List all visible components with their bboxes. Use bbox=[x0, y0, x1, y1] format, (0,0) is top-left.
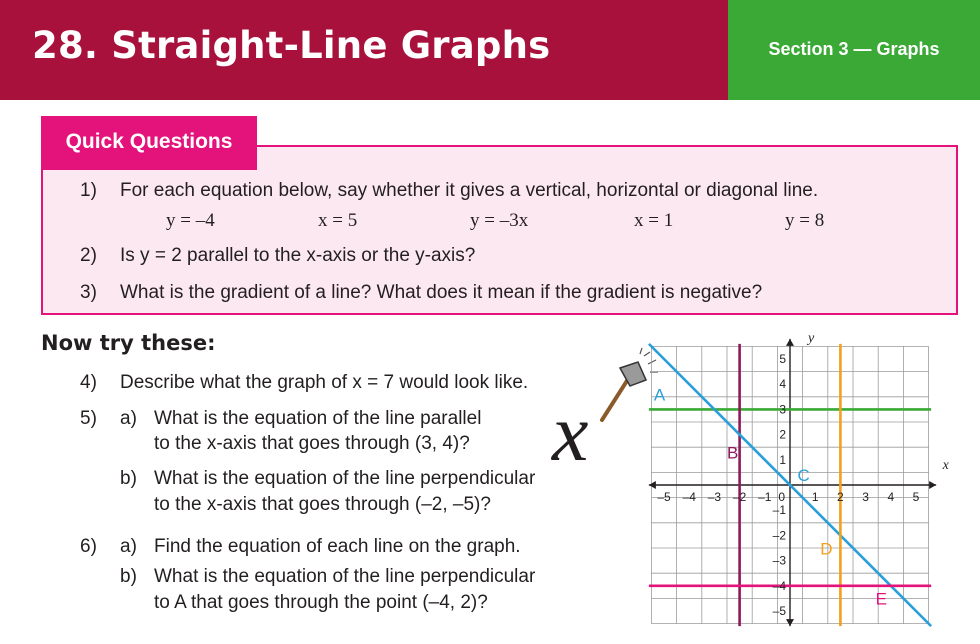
y-tick-label: –3 bbox=[772, 553, 786, 568]
subquestion-label: a) bbox=[120, 536, 137, 557]
y-axis-label: y bbox=[808, 330, 815, 346]
x-axis-arrow bbox=[649, 481, 656, 489]
y-tick-label: 2 bbox=[779, 427, 786, 442]
question-text: What is the gradient of a line? What does it mean if the gradient is negative? bbox=[120, 282, 763, 303]
x-tick-label: 1 bbox=[811, 490, 819, 504]
line-label-a: A bbox=[653, 385, 666, 405]
section-label: Section 3 — Graphs bbox=[768, 39, 940, 59]
x-tick-label: 5 bbox=[912, 490, 920, 504]
equation: y = –3x bbox=[470, 210, 529, 231]
question-text: What is the equation of the line parallel bbox=[154, 408, 482, 429]
line-label-e: E bbox=[875, 589, 888, 609]
header-banner bbox=[0, 0, 728, 100]
y-axis-arrow bbox=[786, 619, 794, 626]
quick-questions-label: Quick Questions bbox=[65, 130, 233, 153]
equation: y = 8 bbox=[785, 210, 825, 231]
quick-questions-tab bbox=[41, 116, 257, 170]
x-tick-label: 4 bbox=[887, 490, 895, 504]
x-tick-label: –3 bbox=[707, 490, 722, 504]
page-title: 28. Straight-Line Graphs bbox=[32, 24, 551, 67]
x-tick-label: –2 bbox=[732, 490, 747, 504]
question-text: Find the equation of each line on the graph. bbox=[154, 536, 521, 557]
equation: x = 1 bbox=[634, 210, 674, 231]
subquestion-label: b) bbox=[120, 566, 137, 587]
y-axis-arrow bbox=[786, 339, 794, 346]
mascot-letter: x bbox=[552, 387, 589, 478]
question-text: What is the equation of the line perpendicular bbox=[154, 468, 536, 489]
line-label-d: D bbox=[820, 539, 833, 559]
question-text: What is the equation of the line perpendicular bbox=[154, 566, 536, 587]
question-text: Describe what the graph of x = 7 would look like. bbox=[120, 372, 529, 393]
x-tick-label: –5 bbox=[657, 490, 671, 504]
x-tick-label: –1 bbox=[758, 490, 772, 504]
question-text: For each equation below, say whether it gives a vertical, horizontal or diagonal line. bbox=[120, 180, 819, 201]
line-label-c: C bbox=[797, 466, 810, 486]
question-number: 1) bbox=[80, 180, 97, 201]
x-tick-label: –4 bbox=[682, 490, 696, 504]
question-number: 2) bbox=[80, 245, 97, 266]
coordinate-graph bbox=[648, 332, 948, 622]
question-number: 4) bbox=[80, 372, 97, 393]
line-label-b: B bbox=[727, 443, 739, 463]
y-tick-label: 4 bbox=[779, 377, 786, 392]
x-tick-label: 2 bbox=[837, 490, 844, 504]
subquestion-label: a) bbox=[120, 408, 137, 429]
y-tick-label: –2 bbox=[772, 528, 786, 543]
x-tick-label: 0 bbox=[778, 490, 785, 504]
question-text: to A that goes through the point (–4, 2)? bbox=[154, 592, 488, 613]
y-tick-label: –5 bbox=[772, 604, 786, 618]
y-tick-label: –4 bbox=[772, 578, 786, 593]
x-axis-label: x bbox=[942, 458, 949, 473]
question-number: 5) bbox=[80, 408, 97, 429]
question-text: to the x-axis that goes through (3, 4)? bbox=[154, 433, 470, 454]
equation: y = –4 bbox=[166, 210, 215, 231]
section-banner bbox=[728, 0, 980, 100]
now-try-heading: Now try these: bbox=[41, 331, 216, 355]
subquestion-label: b) bbox=[120, 468, 137, 489]
question-text: to the x-axis that goes through (–2, –5)? bbox=[154, 494, 491, 515]
equation: x = 5 bbox=[318, 210, 358, 231]
x-tick-label: 3 bbox=[862, 490, 869, 504]
y-tick-label: 3 bbox=[779, 402, 786, 417]
x-axis-arrow bbox=[929, 481, 936, 489]
question-number: 6) bbox=[80, 536, 97, 557]
question-text: Is y = 2 parallel to the x-axis or the y-axis? bbox=[120, 245, 476, 266]
y-tick-label: –1 bbox=[772, 503, 786, 518]
question-number: 3) bbox=[80, 282, 97, 303]
y-tick-label: 5 bbox=[779, 352, 786, 366]
y-tick-label: 1 bbox=[779, 452, 786, 467]
